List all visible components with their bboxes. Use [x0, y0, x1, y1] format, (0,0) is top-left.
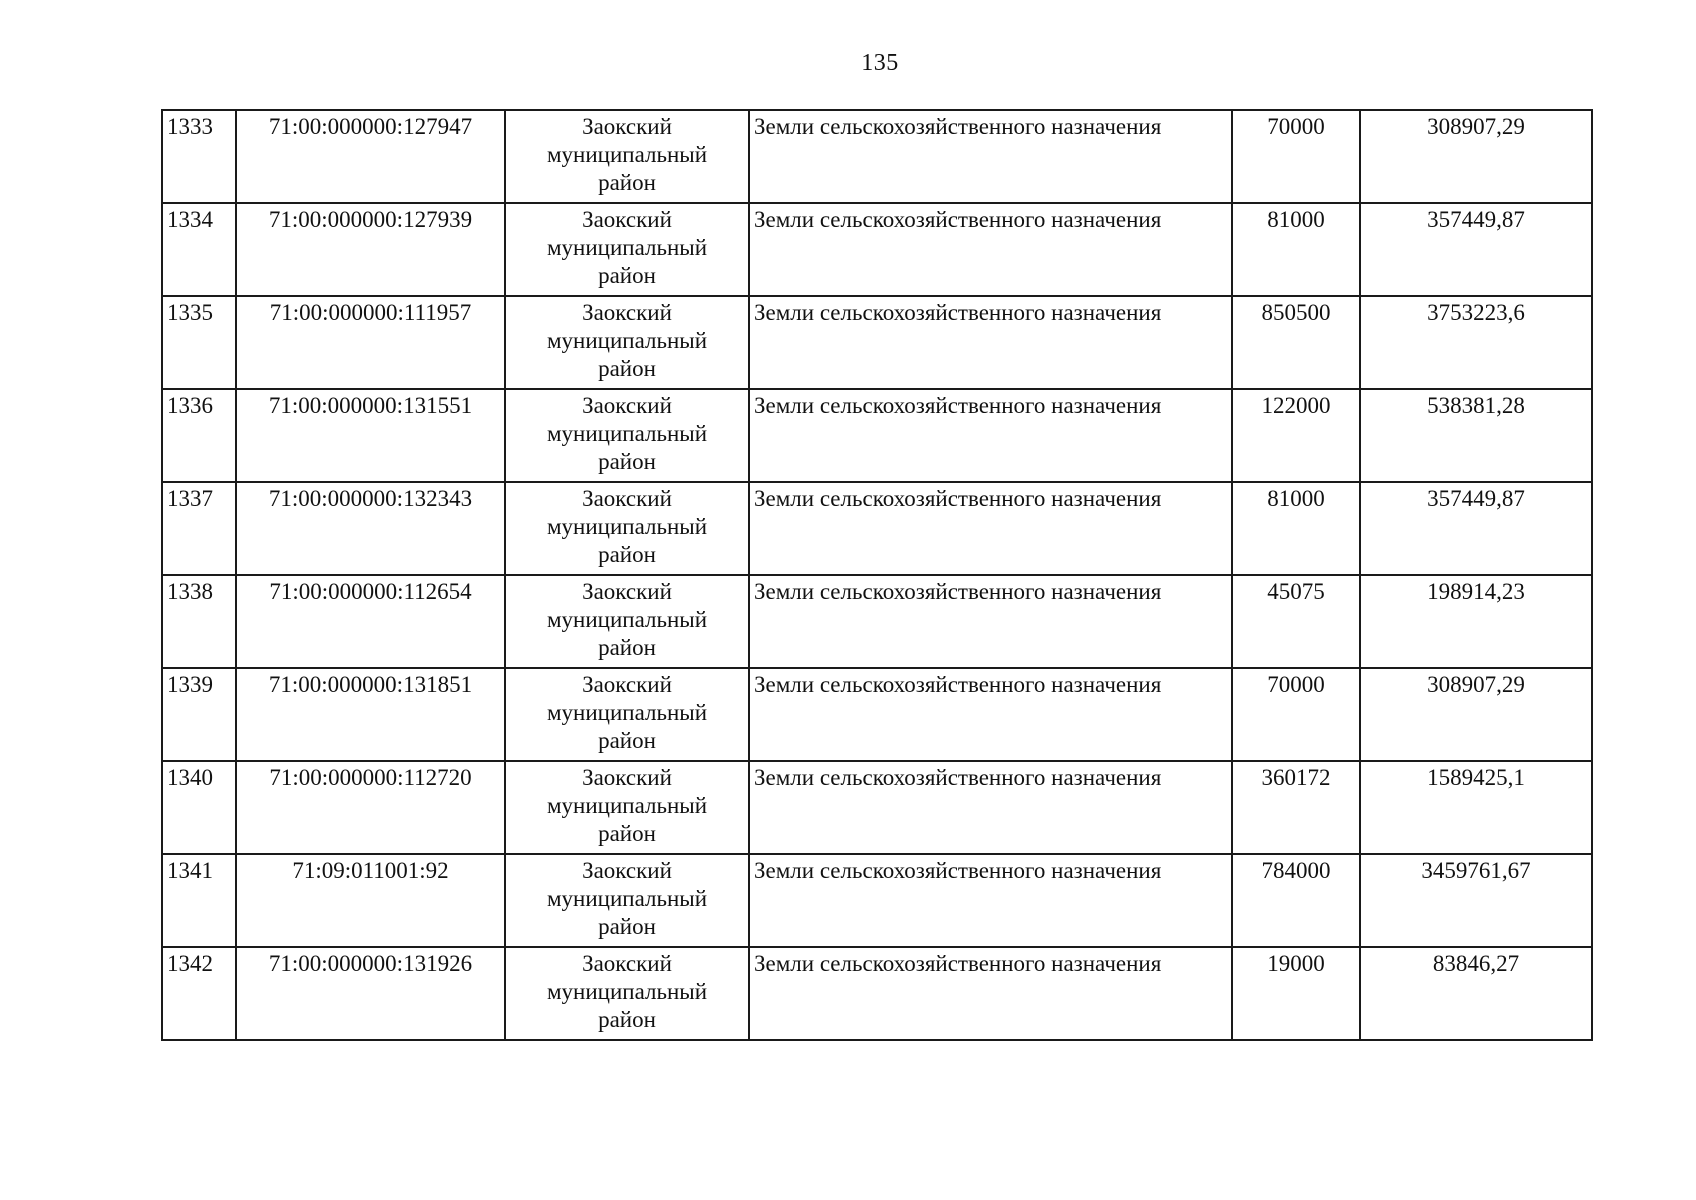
- row-number-cell: 1333: [162, 110, 236, 203]
- location-line: район: [598, 914, 656, 939]
- location-line: Заокский: [582, 300, 672, 325]
- cadastral-number-cell: 71:00:000000:111957: [236, 296, 505, 389]
- land-category-cell: Земли сельскохозяйственного назначения: [749, 203, 1232, 296]
- location-line: район: [598, 263, 656, 288]
- table-row: [162, 389, 1592, 482]
- cadastral-number-cell: 71:00:000000:127947: [236, 110, 505, 203]
- location-line: район: [598, 542, 656, 567]
- area-cell: 70000: [1232, 668, 1360, 761]
- location-line: муниципальный: [546, 700, 708, 725]
- land-category-cell: Земли сельскохозяйственного назначения: [749, 854, 1232, 947]
- location-line: Заокский: [582, 486, 672, 511]
- location-cell: [505, 296, 749, 389]
- location-line: муниципальный: [546, 607, 708, 632]
- row-number-cell: 1334: [162, 203, 236, 296]
- location-line: район: [598, 821, 656, 846]
- area-cell: 784000: [1232, 854, 1360, 947]
- location-line: муниципальный: [546, 235, 708, 260]
- row-number-cell: 1339: [162, 668, 236, 761]
- cadastral-value-cell: 1589425,1: [1360, 761, 1592, 854]
- location-line: Заокский: [582, 672, 672, 697]
- location-line: муниципальный: [546, 142, 708, 167]
- location-cell: [505, 482, 749, 575]
- cadastral-value-cell: 308907,29: [1360, 668, 1592, 761]
- cadastral-number-cell: 71:00:000000:112654: [236, 575, 505, 668]
- location-line: Заокский: [582, 393, 672, 418]
- table-row: [162, 203, 1592, 296]
- area-cell: 122000: [1232, 389, 1360, 482]
- location-line: муниципальный: [546, 979, 708, 1004]
- land-category-cell: Земли сельскохозяйственного назначения: [749, 482, 1232, 575]
- location-line: Заокский: [582, 765, 672, 790]
- area-cell: 850500: [1232, 296, 1360, 389]
- cadastral-value-cell: 357449,87: [1360, 203, 1592, 296]
- location-line: Заокский: [582, 114, 672, 139]
- row-number-cell: 1335: [162, 296, 236, 389]
- row-number-cell: 1341: [162, 854, 236, 947]
- table-row: [162, 110, 1592, 203]
- cadastral-number-cell: 71:00:000000:131851: [236, 668, 505, 761]
- location-cell: [505, 668, 749, 761]
- land-category-cell: Земли сельскохозяйственного назначения: [749, 389, 1232, 482]
- location-line: муниципальный: [546, 793, 708, 818]
- table-row: [162, 854, 1592, 947]
- location-line: Заокский: [582, 579, 672, 604]
- location-cell: [505, 947, 749, 1040]
- cadastral-value-cell: 3459761,67: [1360, 854, 1592, 947]
- location-cell: [505, 203, 749, 296]
- page-number: 135: [861, 50, 899, 76]
- table-row: [162, 761, 1592, 854]
- land-category-cell: Земли сельскохозяйственного назначения: [749, 761, 1232, 854]
- row-number-cell: 1337: [162, 482, 236, 575]
- table-body: [162, 110, 1592, 1040]
- land-category-cell: Земли сельскохозяйственного назначения: [749, 947, 1232, 1040]
- table-row: [162, 668, 1592, 761]
- area-cell: 360172: [1232, 761, 1360, 854]
- area-cell: 81000: [1232, 203, 1360, 296]
- location-cell: [505, 110, 749, 203]
- location-line: муниципальный: [546, 886, 708, 911]
- table-row: [162, 482, 1592, 575]
- location-line: Заокский: [582, 951, 672, 976]
- area-cell: 45075: [1232, 575, 1360, 668]
- cadastral-value-cell: 83846,27: [1360, 947, 1592, 1040]
- location-cell: [505, 761, 749, 854]
- location-cell: [505, 575, 749, 668]
- location-cell: [505, 389, 749, 482]
- area-cell: 70000: [1232, 110, 1360, 203]
- cadastral-number-cell: 71:00:000000:112720: [236, 761, 505, 854]
- land-category-cell: Земли сельскохозяйственного назначения: [749, 296, 1232, 389]
- table-row: [162, 575, 1592, 668]
- cadastral-value-cell: 538381,28: [1360, 389, 1592, 482]
- cadastral-number-cell: 71:00:000000:131926: [236, 947, 505, 1040]
- land-category-cell: Земли сельскохозяйственного назначения: [749, 575, 1232, 668]
- location-line: муниципальный: [546, 514, 708, 539]
- row-number-cell: 1340: [162, 761, 236, 854]
- land-category-cell: Земли сельскохозяйственного назначения: [749, 668, 1232, 761]
- location-line: муниципальный: [546, 328, 708, 353]
- location-line: муниципальный: [546, 421, 708, 446]
- row-number-cell: 1342: [162, 947, 236, 1040]
- area-cell: 81000: [1232, 482, 1360, 575]
- table-row: [162, 296, 1592, 389]
- location-line: район: [598, 170, 656, 195]
- row-number-cell: 1336: [162, 389, 236, 482]
- location-line: район: [598, 449, 656, 474]
- location-line: район: [598, 356, 656, 381]
- land-category-cell: Земли сельскохозяйственного назначения: [749, 110, 1232, 203]
- location-cell: [505, 854, 749, 947]
- location-line: район: [598, 1007, 656, 1032]
- location-line: район: [598, 635, 656, 660]
- cadastral-value-cell: 198914,23: [1360, 575, 1592, 668]
- cadastral-value-cell: 357449,87: [1360, 482, 1592, 575]
- area-cell: 19000: [1232, 947, 1360, 1040]
- cadastral-number-cell: 71:00:000000:131551: [236, 389, 505, 482]
- location-line: Заокский: [582, 858, 672, 883]
- cadastral-number-cell: 71:09:011001:92: [236, 854, 505, 947]
- cadastral-value-cell: 3753223,6: [1360, 296, 1592, 389]
- cadastral-number-cell: 71:00:000000:132343: [236, 482, 505, 575]
- cadastral-value-cell: 308907,29: [1360, 110, 1592, 203]
- location-line: район: [598, 728, 656, 753]
- cadastral-number-cell: 71:00:000000:127939: [236, 203, 505, 296]
- row-number-cell: 1338: [162, 575, 236, 668]
- table-row: [162, 947, 1592, 1040]
- land-plot-table: [161, 109, 1593, 1041]
- location-line: Заокский: [582, 207, 672, 232]
